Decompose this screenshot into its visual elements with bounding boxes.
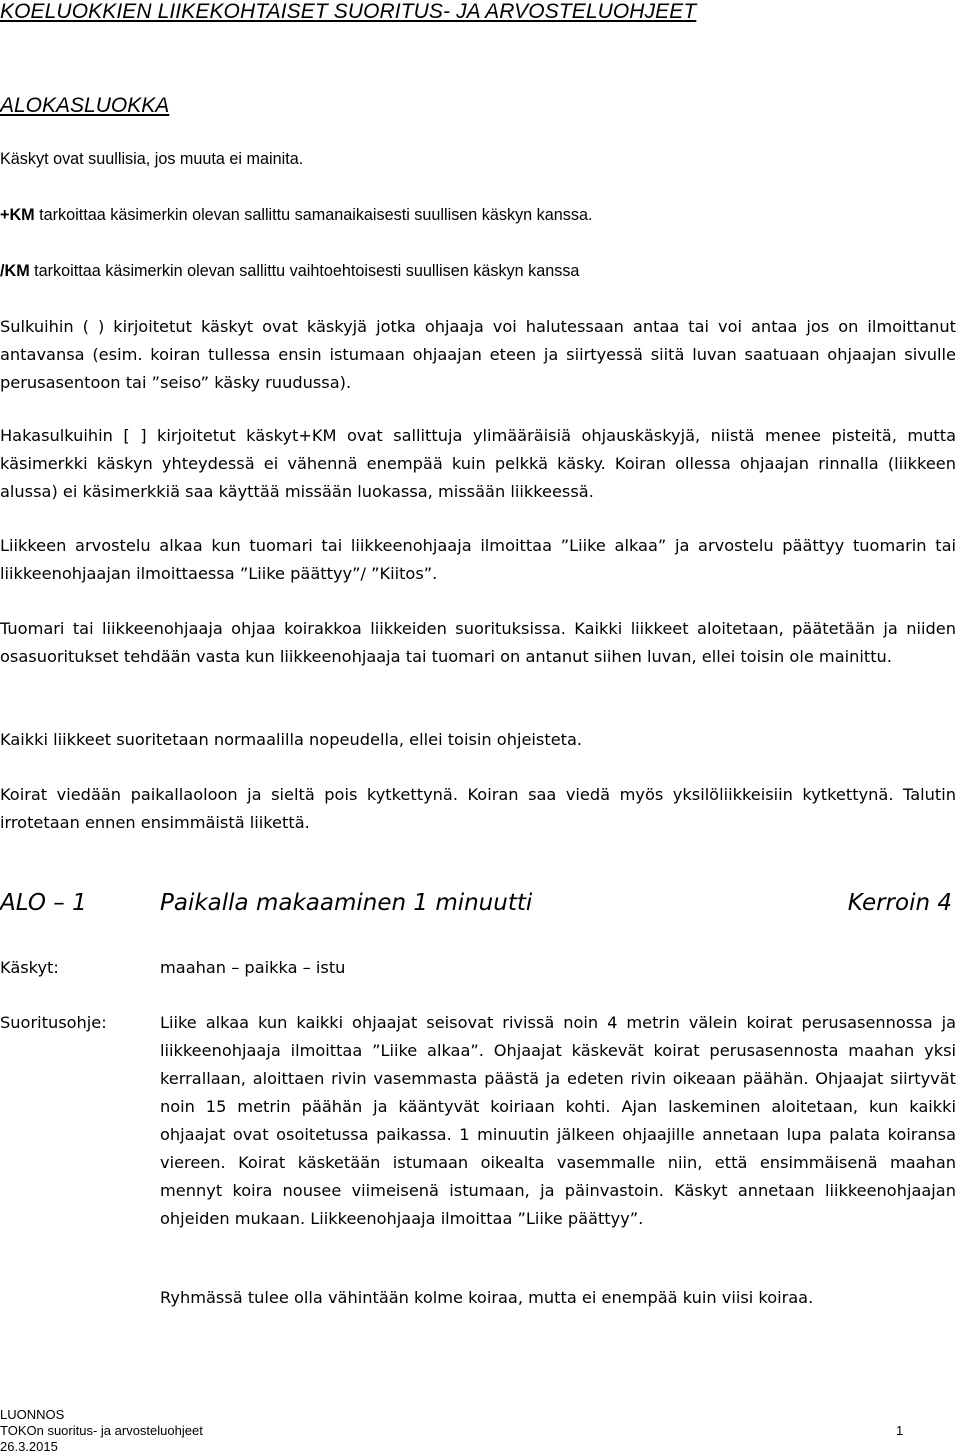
- exercise-name: Paikalla makaaminen 1 minuutti: [160, 890, 533, 916]
- page-number: 1: [896, 1423, 904, 1438]
- exercise-coefficient: Kerroin 4: [847, 890, 952, 916]
- intro-line-km-plus: [0, 206, 592, 225]
- paragraph-leash-rules: Koirat viedään paikallaoloon ja sieltä pois kytkettynä. Koiran saa viedä myös yksilöliikkeisiin kytkettynä. Talutin irrotetaan ennen ensimmäistä liikettä.: [0, 785, 956, 832]
- commands-value: maahan – paikka – istu: [160, 958, 346, 977]
- paragraph-judge-guidance: Tuomari tai liikkeenohjaaja ohjaa koirakkoa liikkeiden suorituksissa. Kaikki liikkeet aloitetaan, päätetään ja niiden osasuoritukset tehdään vasta kun liikkeenohjaaja tai tuomari on antanut siihen luvan, ellei toisin ole mainittu.: [0, 619, 956, 666]
- intro-line-oral-commands: Käskyt ovat suullisia, jos muuta ei mainita.: [0, 150, 304, 168]
- group-size-note: Ryhmässä tulee olla vähintään kolme koiraa, mutta ei enempää kuin viisi koiraa.: [160, 1288, 814, 1307]
- instructions-label: Suoritusohje:: [0, 1013, 107, 1032]
- instructions-value: Liike alkaa kun kaikki ohjaajat seisovat rivissä noin 4 metrin välein koirat perusasennossa ja liikkeenohjaaja ilmoittaa ”Liike alkaa”. Ohjaajat käskevät koirat perusasennosta maahan yksi kerrallaan, aloittaen rivin vasemmasta päästä ja edeten rivin oikeaan päähän. Ohjaajat siirtyvät noin 15 metrin päähän ja kääntyvät koiriaan kohti. Ajan laskeminen aloitetaan, kun kaikki ohjaajat ovat osoitetussa paikassa. 1 minuutin jälkeen ohjaajille annetaan lupa palata koiransa viereen. Koirat käsketään istumaan oikealta vasemmalle niin, että ensimmäisenä maahan mennyt koira nousee viimeisenä istumaan, ja päinvastoin. Käskyt annetaan liikkeenohjaajan ohjeiden mukaan. Liikkeenohjaaja ilmoittaa ”Liike päättyy”.: [160, 1013, 956, 1228]
- footer-document-name: TOKOn suoritus- ja arvosteluohjeet: [0, 1423, 203, 1438]
- intro-line-km-slash: [0, 262, 579, 281]
- exercise-heading: [0, 890, 956, 924]
- footer-date: 26.3.2015: [0, 1439, 58, 1454]
- paragraph-scoring-start: Liikkeen arvostelu alkaa kun tuomari tai liikkeenohjaaja ilmoittaa ”Liike alkaa” ja arvostelu päättyy tuomarin tai liikkeenohjaajan ilmoittaessa ”Liike päättyy”/ ”Kiitos”.: [0, 536, 956, 583]
- document-title: KOELUOKKIEN LIIKEKOHTAISET SUORITUS- JA ARVOSTELUOHJEET: [0, 0, 697, 23]
- section-title: ALOKASLUOKKA: [0, 94, 170, 117]
- km-plus-definition: tarkoittaa käsimerkin olevan sallittu samanaikaisesti suullisen käskyn kanssa.: [34, 206, 593, 224]
- km-plus-term: +KM: [0, 206, 35, 224]
- km-slash-definition: tarkoittaa käsimerkin olevan sallittu vaihtoehtoisesti suullisen käskyn kanssa: [29, 262, 580, 280]
- paragraph-parentheses: Sulkuihin ( ) kirjoitetut käskyt ovat käskyjä jotka ohjaaja voi halutessaan antaa tai voi antaa jos on ilmoittanut antavansa (esim. koiran tullessa ensin istumaan ohjaajan eteen ja siirtyessä siitä luvan saatuaan ohjaajan sivulle perusasentoon tai ”seiso” käsky ruudussa).: [0, 317, 956, 392]
- commands-label: Käskyt:: [0, 958, 59, 977]
- km-slash-term: /KM: [0, 262, 30, 280]
- exercise-code: ALO – 1: [0, 890, 87, 916]
- paragraph-normal-speed: Kaikki liikkeet suoritetaan normaalilla nopeudella, ellei toisin ohjeisteta.: [0, 730, 583, 749]
- footer-status: LUONNOS: [0, 1407, 65, 1422]
- paragraph-brackets: Hakasulkuihin [ ] kirjoitetut käskyt+KM ovat sallittuja ylimääräisiä ohjauskäskyjä, niistä menee pisteitä, mutta käsimerkki käskyn yhteydessä ei vähennä enempää kuin pelkkä käsky. Koiran ollessa ohjaajan rinnalla (liikkeen alussa) ei käsimerkkiä saa käyttää missään luokassa, missään liikkeessä.: [0, 426, 956, 501]
